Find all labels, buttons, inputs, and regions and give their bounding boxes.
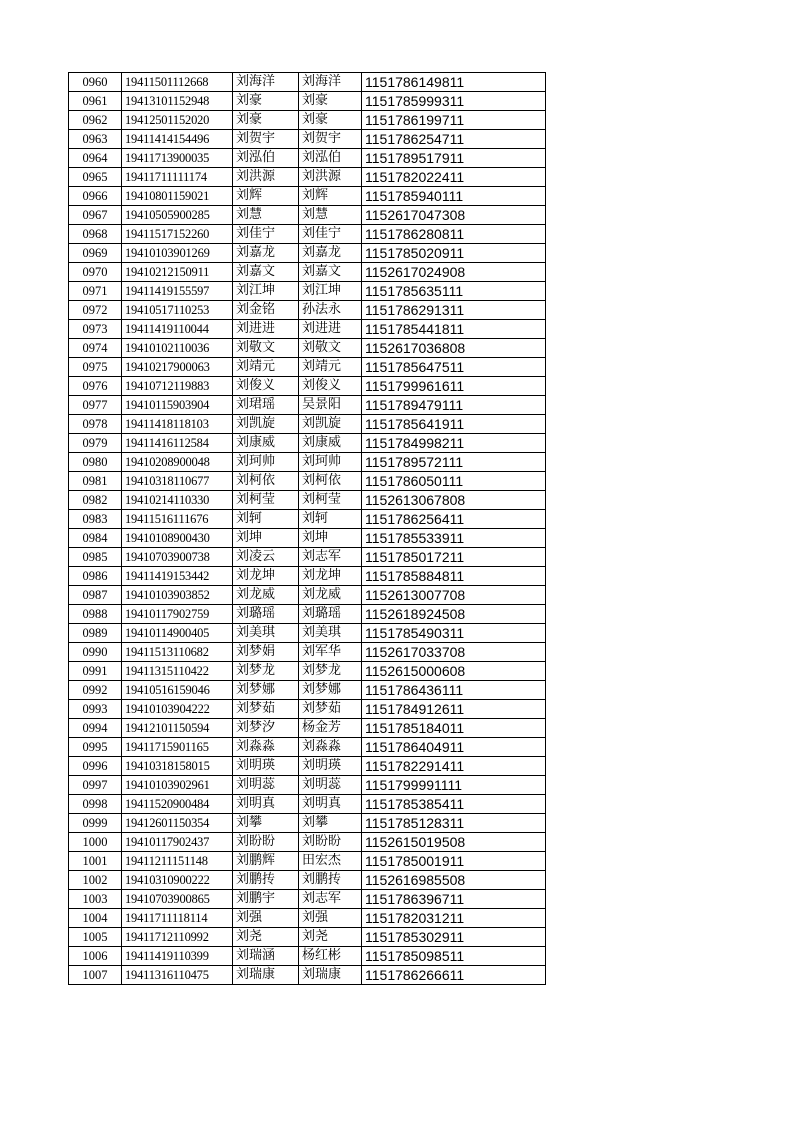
student-name-cell: 刘慧 (233, 206, 299, 225)
row-index-cell: 0987 (69, 586, 122, 605)
table-row (69, 111, 546, 130)
holder-name-cell: 刘珂帅 (299, 453, 362, 472)
account-number-cell: 1152613007708 (362, 586, 546, 605)
account-number-cell: 1151786199711 (362, 111, 546, 130)
table-row (69, 472, 546, 491)
holder-name-cell: 刘俊义 (299, 377, 362, 396)
student-name-cell: 刘辉 (233, 187, 299, 206)
table-row (69, 453, 546, 472)
id-number-cell: 19410117902437 (122, 833, 233, 852)
student-name-cell: 刘攀 (233, 814, 299, 833)
id-number-cell: 19410117902759 (122, 605, 233, 624)
table-row (69, 168, 546, 187)
holder-name-cell: 刘轲 (299, 510, 362, 529)
table-row (69, 947, 546, 966)
student-name-cell: 刘洪源 (233, 168, 299, 187)
student-name-cell: 刘美琪 (233, 624, 299, 643)
account-number-cell: 1152617024908 (362, 263, 546, 282)
holder-name-cell: 刘梦龙 (299, 662, 362, 681)
table-row (69, 92, 546, 111)
id-number-cell: 19410208900048 (122, 453, 233, 472)
row-index-cell: 0975 (69, 358, 122, 377)
student-name-cell: 刘进进 (233, 320, 299, 339)
table-row (69, 358, 546, 377)
id-number-cell: 19413101152948 (122, 92, 233, 111)
account-number-cell: 1151782291411 (362, 757, 546, 776)
row-index-cell: 0971 (69, 282, 122, 301)
row-index-cell: 1003 (69, 890, 122, 909)
table-row (69, 681, 546, 700)
table-row (69, 833, 546, 852)
table-row (69, 852, 546, 871)
table-row (69, 529, 546, 548)
account-number-cell: 1151786266611 (362, 966, 546, 985)
row-index-cell: 0993 (69, 700, 122, 719)
table-row (69, 605, 546, 624)
id-number-cell: 19410214110330 (122, 491, 233, 510)
record-table-body (69, 73, 546, 985)
table-row (69, 738, 546, 757)
id-number-cell: 19410703900865 (122, 890, 233, 909)
account-number-cell: 1151784998211 (362, 434, 546, 453)
holder-name-cell: 刘洪源 (299, 168, 362, 187)
student-name-cell: 刘柯莹 (233, 491, 299, 510)
student-name-cell: 刘梦龙 (233, 662, 299, 681)
table-row (69, 282, 546, 301)
holder-name-cell: 刘瑞康 (299, 966, 362, 985)
account-number-cell: 1151785184011 (362, 719, 546, 738)
table-row (69, 719, 546, 738)
id-number-cell: 19412601150354 (122, 814, 233, 833)
account-number-cell: 1151785884811 (362, 567, 546, 586)
row-index-cell: 0962 (69, 111, 122, 130)
student-name-cell: 刘敬文 (233, 339, 299, 358)
account-number-cell: 1151785441811 (362, 320, 546, 339)
row-index-cell: 0986 (69, 567, 122, 586)
row-index-cell: 0995 (69, 738, 122, 757)
account-number-cell: 1151785385411 (362, 795, 546, 814)
holder-name-cell: 杨红彬 (299, 947, 362, 966)
student-name-cell: 刘金铭 (233, 301, 299, 320)
holder-name-cell: 刘志军 (299, 548, 362, 567)
row-index-cell: 0988 (69, 605, 122, 624)
student-name-cell: 刘梦娜 (233, 681, 299, 700)
holder-name-cell: 刘敬文 (299, 339, 362, 358)
row-index-cell: 0994 (69, 719, 122, 738)
row-index-cell: 0965 (69, 168, 122, 187)
holder-name-cell: 刘柯依 (299, 472, 362, 491)
holder-name-cell: 田宏杰 (299, 852, 362, 871)
account-number-cell: 1152616985508 (362, 871, 546, 890)
account-number-cell: 1151785999311 (362, 92, 546, 111)
id-number-cell: 19411713900035 (122, 149, 233, 168)
table-row (69, 225, 546, 244)
record-table (68, 72, 546, 985)
holder-name-cell: 刘嘉龙 (299, 244, 362, 263)
student-name-cell: 刘梦茹 (233, 700, 299, 719)
table-row (69, 795, 546, 814)
table-row (69, 130, 546, 149)
holder-name-cell: 吴景阳 (299, 396, 362, 415)
holder-name-cell: 刘美琪 (299, 624, 362, 643)
account-number-cell: 1152617047308 (362, 206, 546, 225)
row-index-cell: 0967 (69, 206, 122, 225)
holder-name-cell: 刘鹏抟 (299, 871, 362, 890)
account-number-cell: 1151786291311 (362, 301, 546, 320)
row-index-cell: 0964 (69, 149, 122, 168)
row-index-cell: 0980 (69, 453, 122, 472)
id-number-cell: 19411712110992 (122, 928, 233, 947)
account-number-cell: 1151785098511 (362, 947, 546, 966)
table-row (69, 643, 546, 662)
holder-name-cell: 刘志军 (299, 890, 362, 909)
holder-name-cell: 刘柯莹 (299, 491, 362, 510)
student-name-cell: 刘盼盼 (233, 833, 299, 852)
holder-name-cell: 刘凯旋 (299, 415, 362, 434)
table-row (69, 624, 546, 643)
holder-name-cell: 刘嘉文 (299, 263, 362, 282)
student-name-cell: 刘珺瑶 (233, 396, 299, 415)
id-number-cell: 19410114900405 (122, 624, 233, 643)
holder-name-cell: 刘璐瑶 (299, 605, 362, 624)
student-name-cell: 刘豪 (233, 111, 299, 130)
row-index-cell: 0984 (69, 529, 122, 548)
holder-name-cell: 孙法永 (299, 301, 362, 320)
table-row (69, 928, 546, 947)
account-number-cell: 1151785128311 (362, 814, 546, 833)
row-index-cell: 0970 (69, 263, 122, 282)
row-index-cell: 0983 (69, 510, 122, 529)
holder-name-cell: 刘淼淼 (299, 738, 362, 757)
row-index-cell: 0969 (69, 244, 122, 263)
id-number-cell: 19411517152260 (122, 225, 233, 244)
table-row (69, 206, 546, 225)
table-row (69, 890, 546, 909)
account-number-cell: 1151785490311 (362, 624, 546, 643)
row-index-cell: 0981 (69, 472, 122, 491)
table-row (69, 415, 546, 434)
id-number-cell: 19411711118114 (122, 909, 233, 928)
table-row (69, 73, 546, 92)
row-index-cell: 0999 (69, 814, 122, 833)
table-row (69, 700, 546, 719)
holder-name-cell: 刘坤 (299, 529, 362, 548)
table-row (69, 491, 546, 510)
student-name-cell: 刘龙坤 (233, 567, 299, 586)
holder-name-cell: 刘梦茹 (299, 700, 362, 719)
holder-name-cell: 刘辉 (299, 187, 362, 206)
row-index-cell: 0989 (69, 624, 122, 643)
table-row (69, 396, 546, 415)
row-index-cell: 0996 (69, 757, 122, 776)
table-row (69, 909, 546, 928)
table-row (69, 187, 546, 206)
table-row (69, 320, 546, 339)
account-number-cell: 1151782031211 (362, 909, 546, 928)
id-number-cell: 19410712119883 (122, 377, 233, 396)
id-number-cell: 19410103904222 (122, 700, 233, 719)
student-name-cell: 刘凯旋 (233, 415, 299, 434)
student-name-cell: 刘鹏抟 (233, 871, 299, 890)
table-row (69, 548, 546, 567)
account-number-cell: 1152613067808 (362, 491, 546, 510)
student-name-cell: 刘龙威 (233, 586, 299, 605)
account-number-cell: 1151789517911 (362, 149, 546, 168)
id-number-cell: 19410801159021 (122, 187, 233, 206)
row-index-cell: 0990 (69, 643, 122, 662)
id-number-cell: 19410318110677 (122, 472, 233, 491)
holder-name-cell: 刘龙坤 (299, 567, 362, 586)
student-name-cell: 刘珂帅 (233, 453, 299, 472)
row-index-cell: 0978 (69, 415, 122, 434)
account-number-cell: 1152615000608 (362, 662, 546, 681)
row-index-cell: 1000 (69, 833, 122, 852)
account-number-cell: 1151789572111 (362, 453, 546, 472)
holder-name-cell: 刘尧 (299, 928, 362, 947)
id-number-cell: 19410217900063 (122, 358, 233, 377)
id-number-cell: 19411419153442 (122, 567, 233, 586)
account-number-cell: 1151786436111 (362, 681, 546, 700)
account-number-cell: 1151785533911 (362, 529, 546, 548)
holder-name-cell: 刘贺宇 (299, 130, 362, 149)
student-name-cell: 刘柯依 (233, 472, 299, 491)
student-name-cell: 刘坤 (233, 529, 299, 548)
account-number-cell: 1151782022411 (362, 168, 546, 187)
id-number-cell: 19410517110253 (122, 301, 233, 320)
row-index-cell: 0972 (69, 301, 122, 320)
id-number-cell: 19410516159046 (122, 681, 233, 700)
account-number-cell: 1151785302911 (362, 928, 546, 947)
id-number-cell: 19411419110399 (122, 947, 233, 966)
id-number-cell: 19410103902961 (122, 776, 233, 795)
row-index-cell: 0961 (69, 92, 122, 111)
table-row (69, 244, 546, 263)
row-index-cell: 1007 (69, 966, 122, 985)
id-number-cell: 19410103903852 (122, 586, 233, 605)
holder-name-cell: 刘海洋 (299, 73, 362, 92)
student-name-cell: 刘嘉龙 (233, 244, 299, 263)
student-name-cell: 刘江坤 (233, 282, 299, 301)
row-index-cell: 0979 (69, 434, 122, 453)
account-number-cell: 1151785001911 (362, 852, 546, 871)
holder-name-cell: 刘靖元 (299, 358, 362, 377)
id-number-cell: 19411501112668 (122, 73, 233, 92)
table-row (69, 339, 546, 358)
table-row (69, 776, 546, 795)
id-number-cell: 19411315110422 (122, 662, 233, 681)
student-name-cell: 刘尧 (233, 928, 299, 947)
row-index-cell: 0968 (69, 225, 122, 244)
row-index-cell: 0973 (69, 320, 122, 339)
student-name-cell: 刘强 (233, 909, 299, 928)
student-name-cell: 刘明蕊 (233, 776, 299, 795)
row-index-cell: 0997 (69, 776, 122, 795)
student-name-cell: 刘佳宁 (233, 225, 299, 244)
table-row (69, 966, 546, 985)
table-row (69, 263, 546, 282)
holder-name-cell: 刘佳宁 (299, 225, 362, 244)
account-number-cell: 1151789479111 (362, 396, 546, 415)
account-number-cell: 1152618924508 (362, 605, 546, 624)
id-number-cell: 19410310900222 (122, 871, 233, 890)
table-row (69, 567, 546, 586)
row-index-cell: 0992 (69, 681, 122, 700)
student-name-cell: 刘鹏宇 (233, 890, 299, 909)
account-number-cell: 1151785017211 (362, 548, 546, 567)
table-row (69, 434, 546, 453)
student-name-cell: 刘瑞涵 (233, 947, 299, 966)
id-number-cell: 19411419110044 (122, 320, 233, 339)
id-number-cell: 19410212150911 (122, 263, 233, 282)
row-index-cell: 0998 (69, 795, 122, 814)
student-name-cell: 刘鹏辉 (233, 852, 299, 871)
holder-name-cell: 刘龙威 (299, 586, 362, 605)
account-number-cell: 1152615019508 (362, 833, 546, 852)
row-index-cell: 1002 (69, 871, 122, 890)
table-row (69, 662, 546, 681)
holder-name-cell: 刘进进 (299, 320, 362, 339)
id-number-cell: 19411419155597 (122, 282, 233, 301)
account-number-cell: 1152617036808 (362, 339, 546, 358)
holder-name-cell: 刘豪 (299, 111, 362, 130)
id-number-cell: 19410108900430 (122, 529, 233, 548)
account-number-cell: 1151786256411 (362, 510, 546, 529)
holder-name-cell: 刘江坤 (299, 282, 362, 301)
holder-name-cell: 刘明瑛 (299, 757, 362, 776)
id-number-cell: 19412501152020 (122, 111, 233, 130)
account-number-cell: 1151785940111 (362, 187, 546, 206)
table-row (69, 814, 546, 833)
row-index-cell: 0982 (69, 491, 122, 510)
holder-name-cell: 刘强 (299, 909, 362, 928)
account-number-cell: 1151799961611 (362, 377, 546, 396)
student-name-cell: 刘康威 (233, 434, 299, 453)
id-number-cell: 19410115903904 (122, 396, 233, 415)
student-name-cell: 刘泓伯 (233, 149, 299, 168)
student-name-cell: 刘轲 (233, 510, 299, 529)
student-name-cell: 刘淼淼 (233, 738, 299, 757)
holder-name-cell: 杨金芳 (299, 719, 362, 738)
row-index-cell: 0985 (69, 548, 122, 567)
student-name-cell: 刘瑞康 (233, 966, 299, 985)
row-index-cell: 0960 (69, 73, 122, 92)
student-name-cell: 刘明瑛 (233, 757, 299, 776)
id-number-cell: 19411211151148 (122, 852, 233, 871)
row-index-cell: 1006 (69, 947, 122, 966)
row-index-cell: 0977 (69, 396, 122, 415)
row-index-cell: 0974 (69, 339, 122, 358)
student-name-cell: 刘靖元 (233, 358, 299, 377)
id-number-cell: 19411513110682 (122, 643, 233, 662)
id-number-cell: 19410318158015 (122, 757, 233, 776)
holder-name-cell: 刘明真 (299, 795, 362, 814)
id-number-cell: 19411516111676 (122, 510, 233, 529)
account-number-cell: 1151786050111 (362, 472, 546, 491)
id-number-cell: 19410703900738 (122, 548, 233, 567)
student-name-cell: 刘梦娟 (233, 643, 299, 662)
account-number-cell: 1151785647511 (362, 358, 546, 377)
student-name-cell: 刘豪 (233, 92, 299, 111)
holder-name-cell: 刘攀 (299, 814, 362, 833)
account-number-cell: 1151786396711 (362, 890, 546, 909)
holder-name-cell: 刘军华 (299, 643, 362, 662)
student-name-cell: 刘梦汐 (233, 719, 299, 738)
student-name-cell: 刘璐瑶 (233, 605, 299, 624)
account-number-cell: 1151786149811 (362, 73, 546, 92)
id-number-cell: 19411418118103 (122, 415, 233, 434)
account-number-cell: 1151784912611 (362, 700, 546, 719)
account-number-cell: 1151785635111 (362, 282, 546, 301)
table-row (69, 149, 546, 168)
id-number-cell: 19411416112584 (122, 434, 233, 453)
holder-name-cell: 刘慧 (299, 206, 362, 225)
account-number-cell: 1151785641911 (362, 415, 546, 434)
student-name-cell: 刘俊义 (233, 377, 299, 396)
account-number-cell: 1151786404911 (362, 738, 546, 757)
account-number-cell: 1151786254711 (362, 130, 546, 149)
account-number-cell: 1152617033708 (362, 643, 546, 662)
student-name-cell: 刘贺宇 (233, 130, 299, 149)
id-number-cell: 19411414154496 (122, 130, 233, 149)
student-name-cell: 刘嘉文 (233, 263, 299, 282)
table-row (69, 301, 546, 320)
student-name-cell: 刘凌云 (233, 548, 299, 567)
holder-name-cell: 刘康威 (299, 434, 362, 453)
row-index-cell: 1005 (69, 928, 122, 947)
table-row (69, 757, 546, 776)
row-index-cell: 0966 (69, 187, 122, 206)
student-name-cell: 刘明真 (233, 795, 299, 814)
id-number-cell: 19411316110475 (122, 966, 233, 985)
account-number-cell: 1151785020911 (362, 244, 546, 263)
holder-name-cell: 刘泓伯 (299, 149, 362, 168)
id-number-cell: 19411520900484 (122, 795, 233, 814)
table-row (69, 510, 546, 529)
holder-name-cell: 刘盼盼 (299, 833, 362, 852)
row-index-cell: 0963 (69, 130, 122, 149)
account-number-cell: 1151786280811 (362, 225, 546, 244)
id-number-cell: 19410505900285 (122, 206, 233, 225)
row-index-cell: 0991 (69, 662, 122, 681)
row-index-cell: 1004 (69, 909, 122, 928)
row-index-cell: 1001 (69, 852, 122, 871)
holder-name-cell: 刘豪 (299, 92, 362, 111)
id-number-cell: 19410103901269 (122, 244, 233, 263)
table-row (69, 377, 546, 396)
table-row (69, 586, 546, 605)
account-number-cell: 1151799991111 (362, 776, 546, 795)
table-row (69, 871, 546, 890)
id-number-cell: 19411711111174 (122, 168, 233, 187)
id-number-cell: 19410102110036 (122, 339, 233, 358)
holder-name-cell: 刘明蕊 (299, 776, 362, 795)
id-number-cell: 19411715901165 (122, 738, 233, 757)
row-index-cell: 0976 (69, 377, 122, 396)
holder-name-cell: 刘梦娜 (299, 681, 362, 700)
id-number-cell: 19412101150594 (122, 719, 233, 738)
student-name-cell: 刘海洋 (233, 73, 299, 92)
